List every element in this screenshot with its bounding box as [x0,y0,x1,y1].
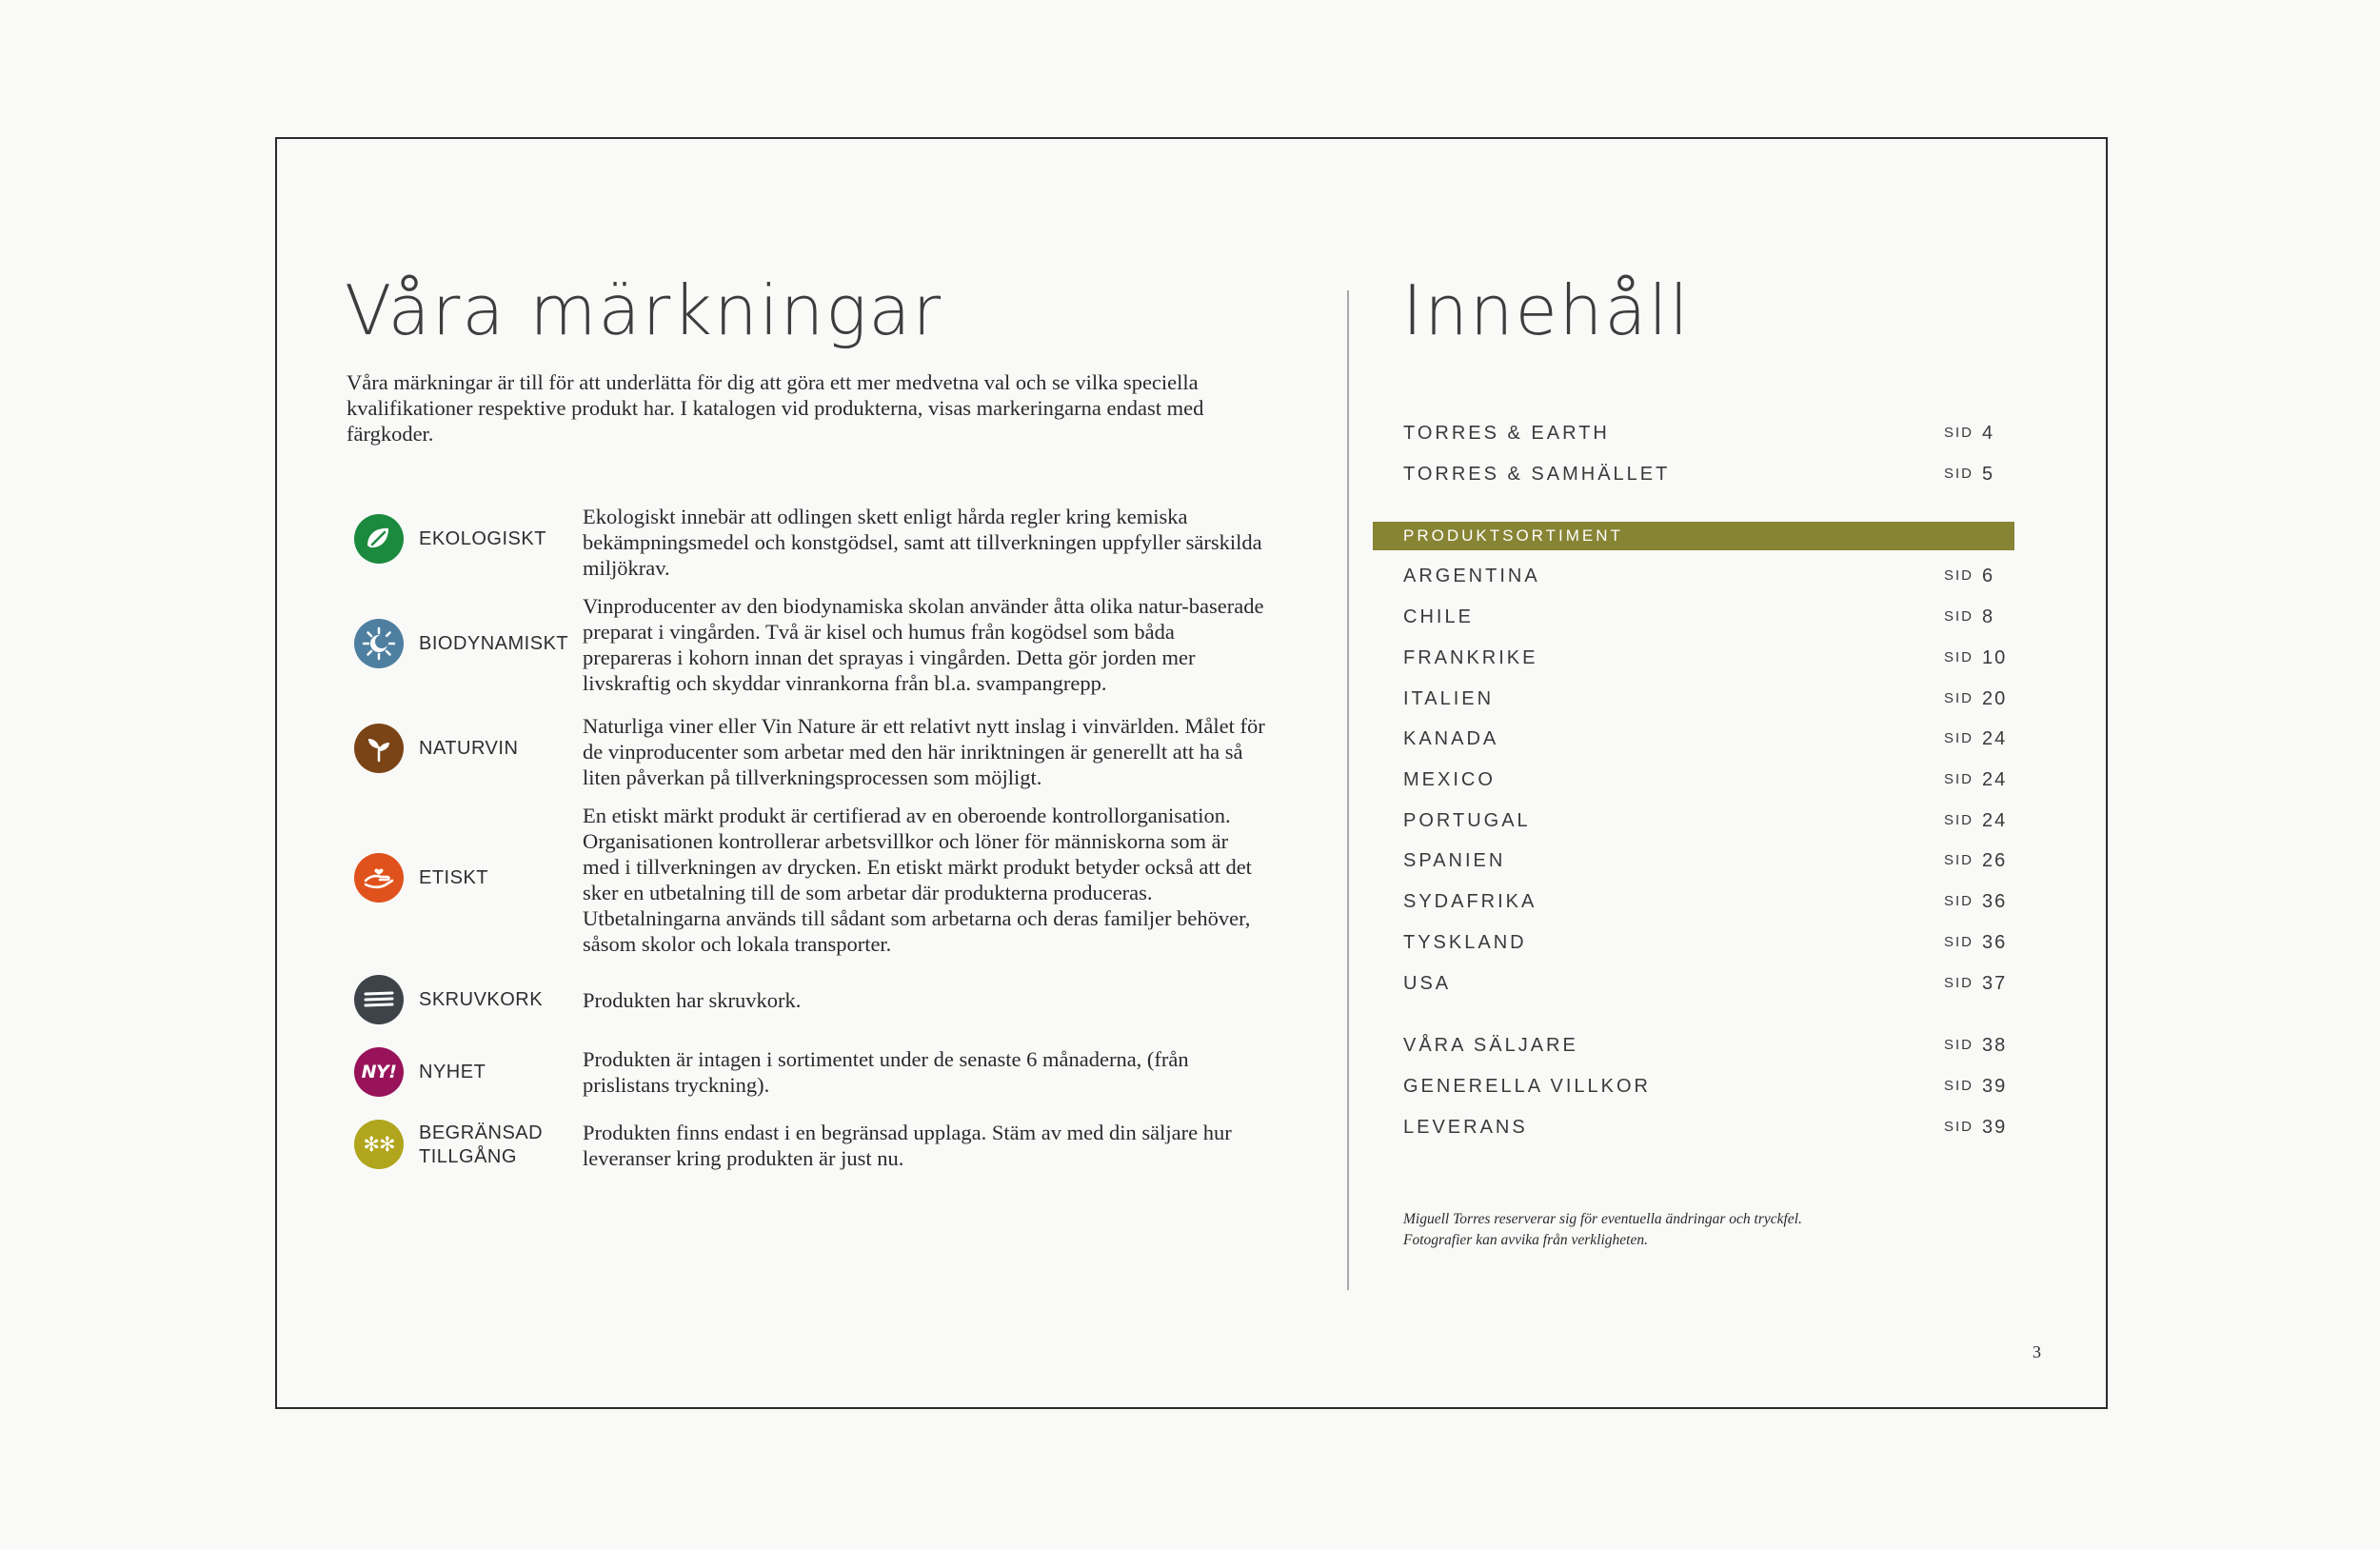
markings-title: Våra märkningar [345,270,943,350]
ny-icon: NY! [354,1047,404,1097]
page-number: 3 [2033,1342,2041,1361]
leaf-icon [354,514,404,564]
toc-item-argentina[interactable]: ARGENTINA SID 6 [1403,566,1995,586]
sun-moon-icon [354,619,404,668]
toc-item-tyskland[interactable]: TYSKLAND SID 36 [1403,932,2008,953]
toc-item-portugal[interactable]: PORTUGAL SID 24 [1403,810,2008,831]
mark-label: NYHET [419,1062,486,1082]
mark-label: BIODYNAMISKT [419,633,569,654]
screwcap-icon [354,975,404,1024]
mark-label: ETISKT [419,867,489,888]
mark-description: Produkten finns endast i en begränsad upplaga. Stäm av med din säljare hur leveranser kring produkten är just nu. [583,1121,1232,1170]
mark-description: Ekologiskt innebär att odlingen skett enligt hårda regler kring kemiska bekämpningsmedel och konstgödsel, samt att tillverkningen uppfyller särskilda miljökrav. [583,505,1262,580]
toc-item-kanada[interactable]: KANADA SID 24 [1403,728,2008,749]
mark-description: Vinproducenter av den biodynamiska skolan använder åtta olika natur-baserade preparat i vingården. Två är kisel och humus från kogödsel som båda prepareras i kohorn innan det sprayas i vingården. Detta gör jorden mer livskraftig och skyddar vinrankorna från bl.a. svampangrepp. [583,594,1264,695]
disclaimer-note: Miguell Torres reserverar sig för eventuella ändringar och tryckfel. Fotografier kan avvika från verkligheten. [1403,1211,1802,1248]
contents-title: Innehåll [1402,270,1691,350]
toc-item-spanien[interactable]: SPANIEN SID 26 [1403,850,2008,871]
mark-description: Produkten har skruvkork. [583,988,802,1012]
toc-item-usa[interactable]: USA SID 37 [1403,973,2008,994]
toc-item-generella-villkor[interactable]: GENERELLA VILLKOR SID 39 [1403,1076,2008,1097]
mark-description: Naturliga viner eller Vin Nature är ett relativt nytt inslag i vinvärlden. Målet för de vinproducenter som arbetar med den här inriktningen är generellt att ha så liten påverkan på tillverkningsprocessen som möjligt. [583,714,1265,789]
toc-item-vara-saljare[interactable]: VÅRA SÄLJARE SID 38 [1403,1035,2008,1056]
mark-label: SKRUVKORK [419,989,544,1010]
toc-item-torres-earth[interactable]: TORRES & EARTH SID 4 [1403,423,1995,444]
toc-item-chile[interactable]: CHILE SID 8 [1403,606,1995,627]
toc-item-mexico[interactable]: MEXICO SID 24 [1403,769,2008,790]
toc-item-leverans[interactable]: LEVERANS SID 39 [1403,1117,2008,1138]
sprout-icon [354,724,404,773]
column-divider [1347,290,1349,1290]
toc-item-frankrike[interactable]: FRANKRIKE SID 10 [1403,647,2008,668]
section-header-produktsortiment: PRODUKTSORTIMENT [1373,522,2014,550]
toc-item-sydafrika[interactable]: SYDAFRIKA SID 36 [1403,891,2008,912]
hands-icon [354,853,404,903]
asterisks-icon: ✻✻ [354,1120,404,1169]
mark-description: Produkten är intagen i sortimentet under de senaste 6 månaderna, (från prislistans tryckning). [583,1047,1189,1097]
toc-item-torres-samhallet[interactable]: TORRES & SAMHÄLLET SID 5 [1403,464,1995,485]
mark-label: EKOLOGISKT [419,528,546,549]
mark-label: NATURVIN [419,738,519,759]
markings-intro: Våra märkningar är till för att underlätta för dig att göra ett mer medvetna val och se vilka speciella kvalifikationer respektive produkt har. I katalogen vid produkterna, visas markeringarna endast med färgkoder. [347,370,1204,446]
toc-item-italien[interactable]: ITALIEN SID 20 [1403,688,2008,709]
mark-label: BEGRÄNSAD TILLGÅNG [419,1122,544,1167]
mark-description: En etiskt märkt produkt är certifierad av en oberoende kontrollorganisation. Organisationen kontrollerar arbetsvillkor och löner för människorna som är med i tillverkningen av drycken. En etiskt märkt produkt betyder också att det sker en utbetalning till de som arbetar där produkterna produceras. Utbetalningarna används till sådant som arbetarna och deras familjer behöver, såsom skolor och lokala transporter. [583,804,1252,956]
